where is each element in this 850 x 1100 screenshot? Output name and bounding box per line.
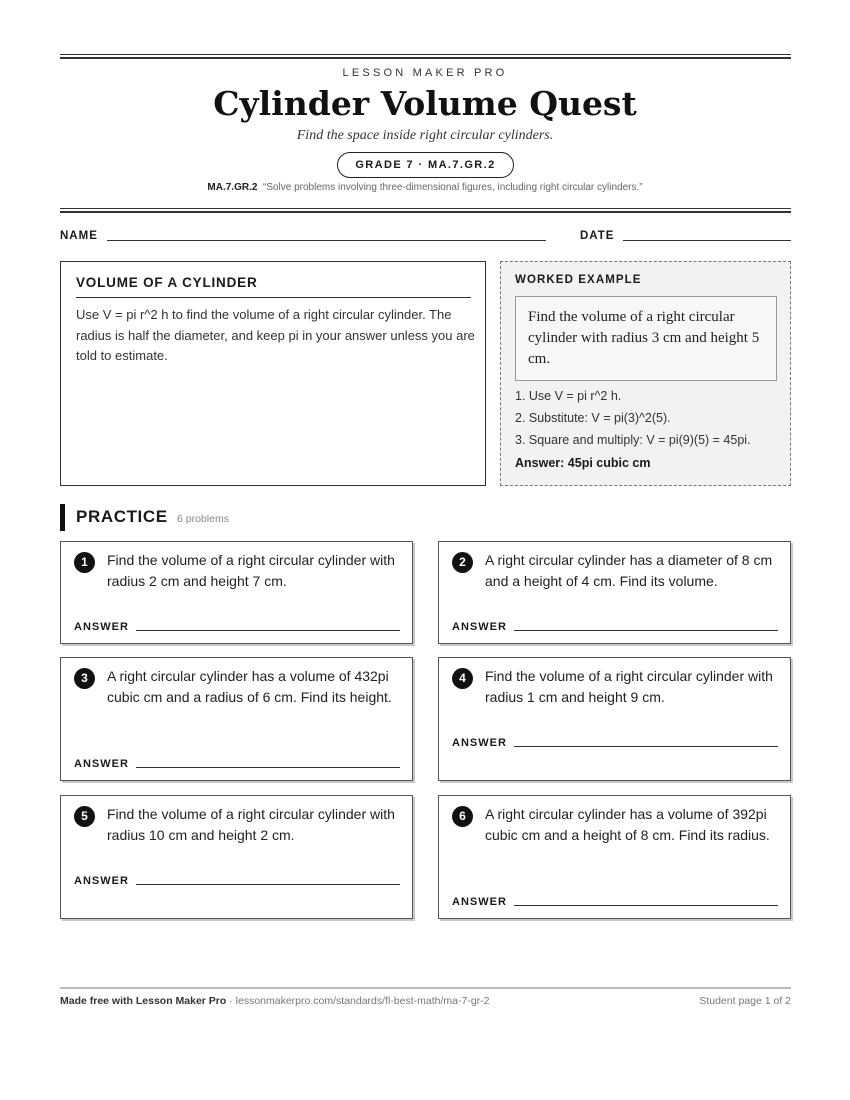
concept-box — [60, 261, 486, 486]
answer-field-6[interactable] — [514, 905, 778, 906]
standard-text: “Solve problems involving three-dimensional figures, including right circular cylinders.” — [262, 182, 643, 193]
problem-text: Find the volume of a right circular cylinder with radius 10 cm and height 2 cm. — [107, 806, 395, 843]
worked-step: 1. Use V = pi r^2 h. — [515, 389, 622, 403]
answer-label: ANSWER — [452, 896, 507, 908]
problem-text: A right circular cylinder has a diameter of 8 cm and a height of 4 cm. Find its volume. — [485, 552, 773, 589]
problem-card-2 — [438, 541, 791, 644]
problem-text: Find the volume of a right circular cylinder with radius 2 cm and height 7 cm. — [107, 552, 395, 589]
footer-url[interactable]: · lessonmakerpro.com/standards/fl-best-math/ma-7-gr-2 — [229, 995, 490, 1007]
problem-number: 2 — [452, 552, 473, 573]
page-subtitle: Find the space inside right circular cylinders. — [296, 128, 554, 143]
answer-label: ANSWER — [74, 758, 129, 770]
problem-card-6 — [438, 795, 791, 919]
problem-text: A right circular cylinder has a volume of 432pi cubic cm and a radius of 6 cm. Find its height. — [107, 668, 392, 705]
answer-label: ANSWER — [74, 621, 129, 633]
worked-example-steps — [515, 385, 751, 451]
problem-number: 1 — [74, 552, 95, 573]
grade-badge: GRADE 7 · MA.7.GR.2 — [337, 152, 514, 178]
answer-label: ANSWER — [452, 621, 507, 633]
page-number: Student page 1 of 2 — [699, 995, 791, 1007]
footer-credit — [60, 995, 490, 1007]
problem-card-3 — [60, 657, 413, 781]
problem-number: 6 — [452, 806, 473, 827]
header-top-rule — [60, 54, 791, 59]
worked-example-answer: Answer: 45pi cubic cm — [515, 456, 651, 470]
date-label: DATE — [580, 230, 615, 242]
name-label: NAME — [60, 230, 98, 242]
answer-field-2[interactable] — [514, 630, 778, 631]
concept-text: Use V = pi r^2 h to find the volume of a right circular cylinder. The radius is half the diameter, and keep pi in your answer unless you are told to estimate. — [76, 307, 475, 363]
problem-card-4 — [438, 657, 791, 781]
footer-rule — [60, 987, 791, 989]
problem-number: 4 — [452, 668, 473, 689]
header-bottom-rule — [60, 208, 791, 213]
name-field[interactable] — [107, 240, 546, 241]
problem-number: 5 — [74, 806, 95, 827]
problem-number: 3 — [74, 668, 95, 689]
answer-field-3[interactable] — [136, 767, 400, 768]
answer-field-1[interactable] — [136, 630, 400, 631]
problem-text: Find the volume of a right circular cylinder with radius 1 cm and height 9 cm. — [485, 668, 773, 705]
footer-made-with: Made free with Lesson Maker Pro — [60, 995, 227, 1007]
worked-example-title: WORKED EXAMPLE — [515, 274, 642, 286]
worked-example-box — [500, 261, 791, 486]
standard-statement — [0, 182, 850, 193]
answer-label: ANSWER — [452, 737, 507, 749]
answer-label: ANSWER — [74, 875, 129, 887]
practice-accent-bar — [60, 504, 65, 531]
date-field[interactable] — [623, 240, 791, 241]
practice-count: 6 problems — [177, 513, 229, 525]
concept-title: VOLUME OF A CYLINDER — [76, 275, 471, 298]
page-title: Cylinder Volume Quest — [213, 84, 637, 123]
answer-field-5[interactable] — [136, 884, 400, 885]
problem-card-5 — [60, 795, 413, 919]
worked-step: 3. Square and multiply: V = pi(9)(5) = 45pi. — [515, 433, 751, 447]
answer-field-4[interactable] — [514, 746, 778, 747]
worked-step: 2. Substitute: V = pi(3)^2(5). — [515, 411, 671, 425]
problem-text: A right circular cylinder has a volume of 392pi cubic cm and a height of 8 cm. Find its radius. — [485, 806, 770, 843]
problem-card-1 — [60, 541, 413, 644]
practice-heading: PRACTICE — [76, 507, 168, 526]
brand-name: LESSON MAKER PRO — [342, 67, 508, 79]
worked-example-problem: Find the volume of a right circular cylinder with radius 3 cm and height 5 cm. — [515, 296, 777, 381]
standard-code: MA.7.GR.2 — [207, 182, 258, 193]
